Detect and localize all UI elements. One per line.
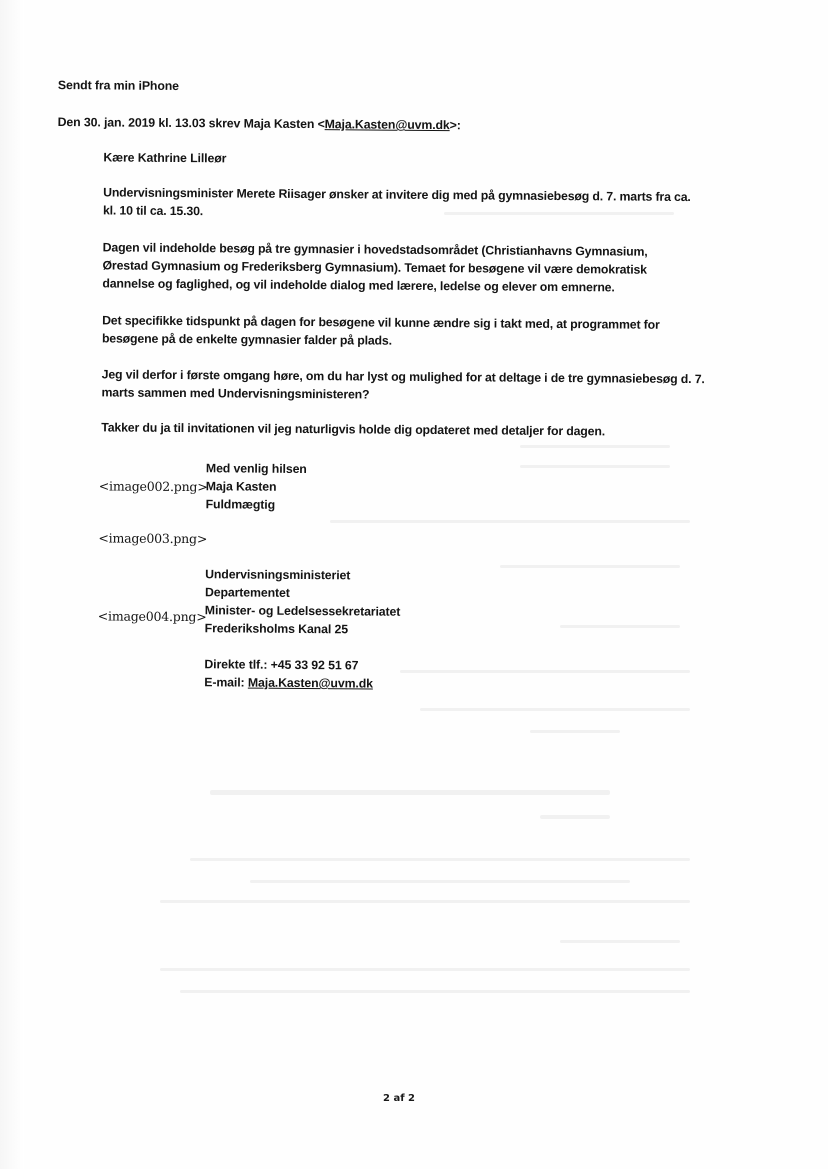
signature-org-line-4: Frederiksholms Kanal 25	[204, 621, 349, 637]
page-number: 2 af 2	[383, 1093, 415, 1104]
paragraph-closing: Takker du ja til invitationen vil jeg naturligvis holde dig opdateret med detaljer for dagen.	[101, 420, 606, 439]
paragraph-timing: Det specifikke tidspunkt på dagen for besøgene vil kunne ændre sig i takt med, at programmet for besøgene på de enkelte gymnasier falder på plads.	[101, 313, 660, 348]
signature-closing: Med venlig hilsen	[205, 461, 307, 477]
signature-title: Fuldmægtig	[205, 497, 276, 512]
quote-header-suffix: >:	[449, 118, 461, 133]
signature-org-line-3: Minister- og Ledelsessekretariatet	[204, 603, 401, 619]
signature-email-line	[204, 675, 373, 691]
quote-header-email-link[interactable]: Maja.Kasten@uvm.dk	[324, 117, 450, 133]
signature-org-line-1: Undervisningsministeriet	[205, 567, 351, 583]
greeting: Kære Kathrine Lilleør	[103, 150, 227, 166]
signature-phone: Direkte tlf.: +45 33 92 51 67	[204, 657, 359, 673]
signature-image-placeholder-2: <image003.png>	[98, 530, 208, 547]
signature-image-placeholder-1: <image002.png>	[98, 478, 208, 495]
signature-email-link[interactable]: Maja.Kasten@uvm.dk	[247, 675, 373, 691]
paragraph-question: Jeg vil derfor i første omgang høre, om du har lyst og mulighed for at deltage i de tre gymnasiebesøg d. 7. marts sammen med Undervisningsministeren?	[101, 367, 705, 402]
quote-header	[58, 115, 461, 133]
signature-name: Maja Kasten	[205, 479, 277, 494]
signature-image-placeholder-3: <image004.png>	[97, 608, 207, 625]
paragraph-invitation: Undervisningsminister Merete Riisager ønsker at invitere dig med på gymnasiebesøg d. 7. marts fra ca. kl. 10 til ca. 15.30.	[102, 185, 691, 219]
sent-from-line: Sendt fra min iPhone	[57, 78, 179, 94]
paragraph-day-content: Dagen vil indeholde besøg på tre gymnasier i hovedstadsområdet (Christianhavns Gymnasium, Ørestad Gymnasium og Frederiksberg Gymnasium). Temaet for besøgene vil være demokratisk dannelse og faglighed, og vil indeholde dialog med lærere, ledelse og elever om emnerne.	[102, 240, 648, 295]
signature-org-line-2: Departementet	[204, 585, 290, 600]
signature-email-label: E-mail:	[204, 675, 248, 690]
quote-header-prefix: Den 30. jan. 2019 kl. 13.03 skrev Maja Kasten <	[57, 115, 325, 132]
